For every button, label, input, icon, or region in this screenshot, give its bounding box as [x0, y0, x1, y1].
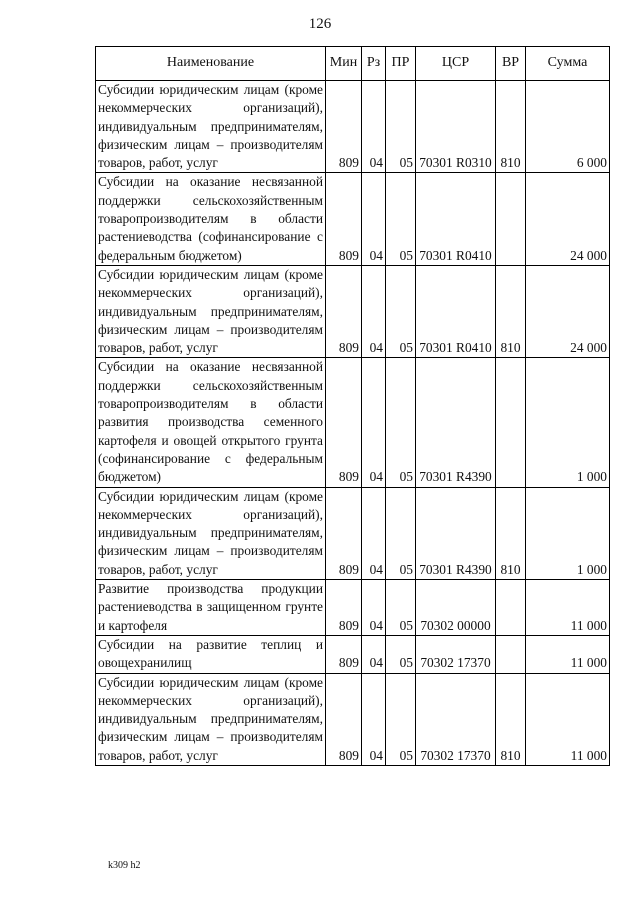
row-min: 809	[326, 173, 362, 265]
row-csr: 70302 17370	[416, 673, 496, 765]
row-min: 809	[326, 635, 362, 673]
row-name: Субсидии юридическим лицам (кроме некоммерческих организаций), индивидуальным предпринимателям, физическим лицам – производителям товаров, работ, услуг	[96, 81, 326, 173]
table-header-row	[96, 47, 610, 81]
header-vr: ВР	[496, 47, 526, 81]
row-name: Субсидии на оказание несвязанной поддержки сельскохозяйственным товаропроизводителям в области развития производства семенного картофеля и овощей открытого грунта (софинансирование с федеральным бюджетом)	[96, 358, 326, 487]
row-vr	[496, 580, 526, 636]
header-min: Мин	[326, 47, 362, 81]
row-sum: 1 000	[526, 358, 610, 487]
header-sum: Сумма	[526, 47, 610, 81]
header-pr: ПР	[386, 47, 416, 81]
row-vr: 810	[496, 265, 526, 357]
row-sum: 11 000	[526, 580, 610, 636]
row-rz: 04	[362, 81, 386, 173]
row-min: 809	[326, 81, 362, 173]
row-pr: 05	[386, 265, 416, 357]
table-row	[96, 487, 610, 579]
row-sum: 1 000	[526, 487, 610, 579]
table-row	[96, 173, 610, 265]
row-pr: 05	[386, 173, 416, 265]
table-row	[96, 580, 610, 636]
table-row	[96, 265, 610, 357]
row-name: Субсидии юридическим лицам (кроме некоммерческих организаций), индивидуальным предпринимателям, физическим лицам – производителям товаров, работ, услуг	[96, 487, 326, 579]
row-name: Субсидии юридическим лицам (кроме некоммерческих организаций), индивидуальным предпринимателям, физическим лицам – производителям товаров, работ, услуг	[96, 265, 326, 357]
row-min: 809	[326, 487, 362, 579]
row-rz: 04	[362, 173, 386, 265]
row-pr: 05	[386, 580, 416, 636]
row-rz: 04	[362, 635, 386, 673]
row-csr: 70301 R4390	[416, 358, 496, 487]
header-csr: ЦСР	[416, 47, 496, 81]
row-vr	[496, 358, 526, 487]
table-row	[96, 635, 610, 673]
page-number: 126	[308, 16, 332, 32]
row-pr: 05	[386, 358, 416, 487]
header-name: Наименование	[96, 47, 326, 81]
row-sum: 24 000	[526, 173, 610, 265]
row-name: Субсидии на развитие теплиц и овощехранилищ	[96, 635, 326, 673]
row-rz: 04	[362, 358, 386, 487]
row-name: Развитие производства продукции растениеводства в защищенном грунте и картофеля	[96, 580, 326, 636]
row-min: 809	[326, 580, 362, 636]
row-min: 809	[326, 265, 362, 357]
footer-code: k309 h2	[108, 860, 141, 871]
row-csr: 70301 R0410	[416, 173, 496, 265]
row-vr	[496, 173, 526, 265]
row-rz: 04	[362, 673, 386, 765]
table-row	[96, 358, 610, 487]
row-csr: 70301 R4390	[416, 487, 496, 579]
row-min: 809	[326, 673, 362, 765]
row-csr: 70301 R0410	[416, 265, 496, 357]
row-name: Субсидии юридическим лицам (кроме некоммерческих организаций), индивидуальным предпринимателям, физическим лицам – производителям товаров, работ, услуг	[96, 673, 326, 765]
row-rz: 04	[362, 265, 386, 357]
row-sum: 6 000	[526, 81, 610, 173]
row-sum: 24 000	[526, 265, 610, 357]
row-pr: 05	[386, 635, 416, 673]
row-vr: 810	[496, 81, 526, 173]
row-pr: 05	[386, 673, 416, 765]
row-csr: 70302 17370	[416, 635, 496, 673]
row-csr: 70302 00000	[416, 580, 496, 636]
row-rz: 04	[362, 580, 386, 636]
row-csr: 70301 R0310	[416, 81, 496, 173]
row-min: 809	[326, 358, 362, 487]
row-pr: 05	[386, 81, 416, 173]
header-rz: Рз	[362, 47, 386, 81]
row-sum: 11 000	[526, 635, 610, 673]
row-vr: 810	[496, 487, 526, 579]
table-row	[96, 673, 610, 765]
table-row	[96, 81, 610, 173]
budget-table	[95, 46, 610, 766]
row-name: Субсидии на оказание несвязанной поддержки сельскохозяйственным товаропроизводителям в области растениеводства (софинансирование с федеральным бюджетом)	[96, 173, 326, 265]
row-rz: 04	[362, 487, 386, 579]
row-vr: 810	[496, 673, 526, 765]
row-sum: 11 000	[526, 673, 610, 765]
row-pr: 05	[386, 487, 416, 579]
row-vr	[496, 635, 526, 673]
